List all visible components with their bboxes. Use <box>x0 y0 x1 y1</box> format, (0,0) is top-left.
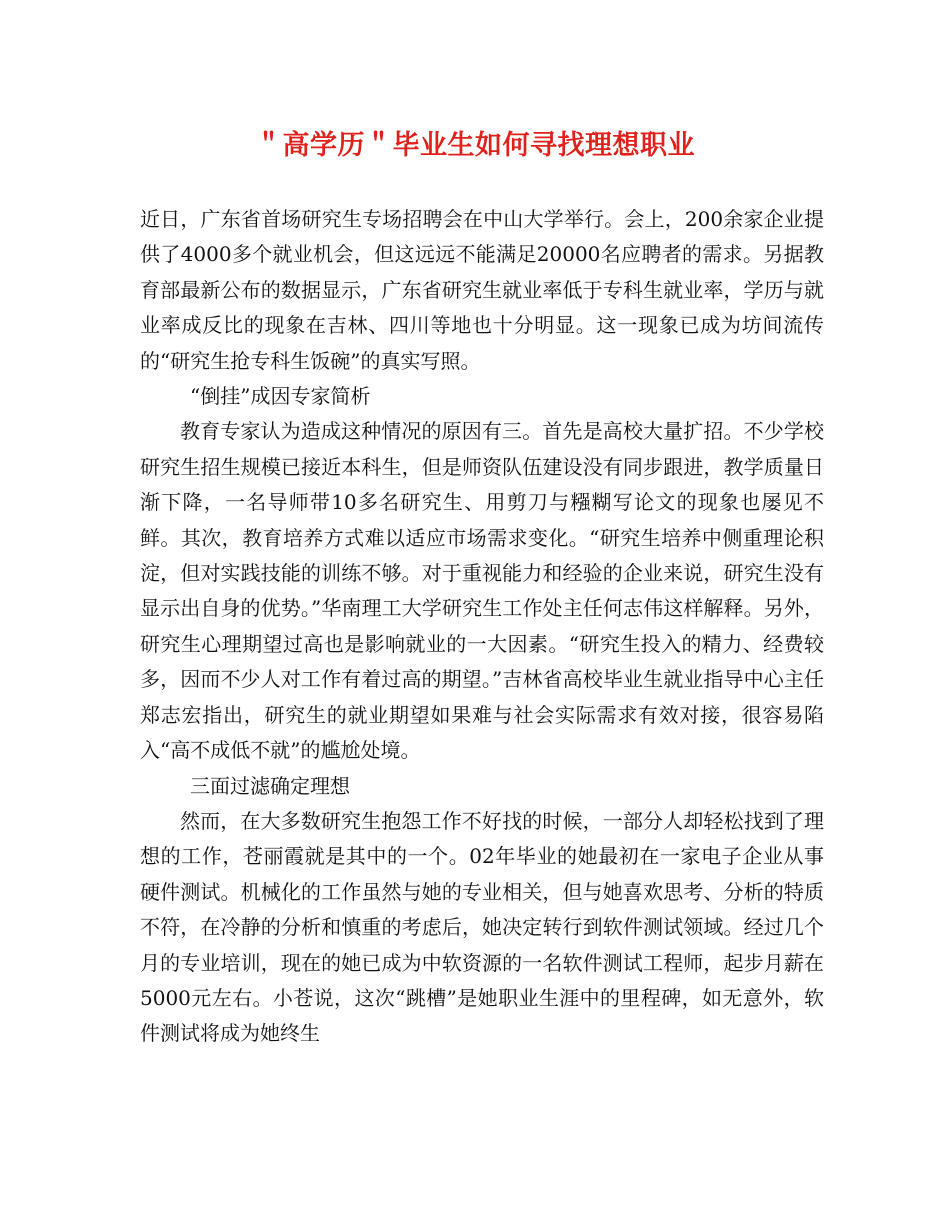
document-title: ＂高学历＂毕业生如何寻找理想职业 <box>255 130 695 161</box>
paragraph-causes: 教育专家认为造成这种情况的原因有三。首先是高校大量扩招。不少学校研究生招生规模已接近本科生，但是师资队伍建设没有同步跟进，教学质量日渐下降，一名导师带10多名研究生、用剪刀与糨糊写论文的现象也屡见不鲜。其次，教育培养方式难以适应市场需求变化。“研究生培养中侧重理论积淀，但对实践技能的训练不够。对于重视能力和经验的企业来说，研究生没有显示出自身的优势。”华南理工大学研究生工作处主任何志伟这样解释。另外，研究生心理期望过高也是影响就业的一大因素。“研究生投入的精力、经费较多，因而不少人对工作有着过高的期望。”吉林省高校毕业生就业指导中心主任郑志宏指出，研究生的就业期望如果难与社会实际需求有效对接，很容易陷入“高不成低不就”的尴尬处境。 <box>140 419 824 763</box>
paragraph-intro: 近日，广东省首场研究生专场招聘会在中山大学举行。会上，200余家企业提供了4000多个就业机会，但这远远不能满足20000名应聘者的需求。另据教育部最新公布的数据显示，广东省研究生就业率低于专科生就业率，学历与就业率成反比的现象在吉林、四川等地也十分明显。这一现象已成为坊间流传的“研究生抢专科生饭碗”的真实写照。 <box>140 207 824 373</box>
section-heading-filters: 三面过滤确定理想 <box>190 773 350 798</box>
paragraph-filters: 然而，在大多数研究生抱怨工作不好找的时候，一部分人却轻松找到了理想的工作，苍丽霞就是其中的一个。02年毕业的她最初在一家电子企业从事硬件测试。机械化的工作虽然与她的专业相关，但与她喜欢思考、分析的特质不符，在冷静的分析和慎重的考虑后，她决定转行到软件测试领域。经过几个月的专业培训，现在的她已成为中软资源的一名软件测试工程师，起步月薪在5000元左右。小苍说，这次“跳槽”是她职业生涯中的里程碑，如无意外，软件测试将成为她终生 <box>140 808 824 1046</box>
document-body <box>140 202 824 1052</box>
section-heading-causes: “倒挂”成因专家简析 <box>190 384 371 409</box>
